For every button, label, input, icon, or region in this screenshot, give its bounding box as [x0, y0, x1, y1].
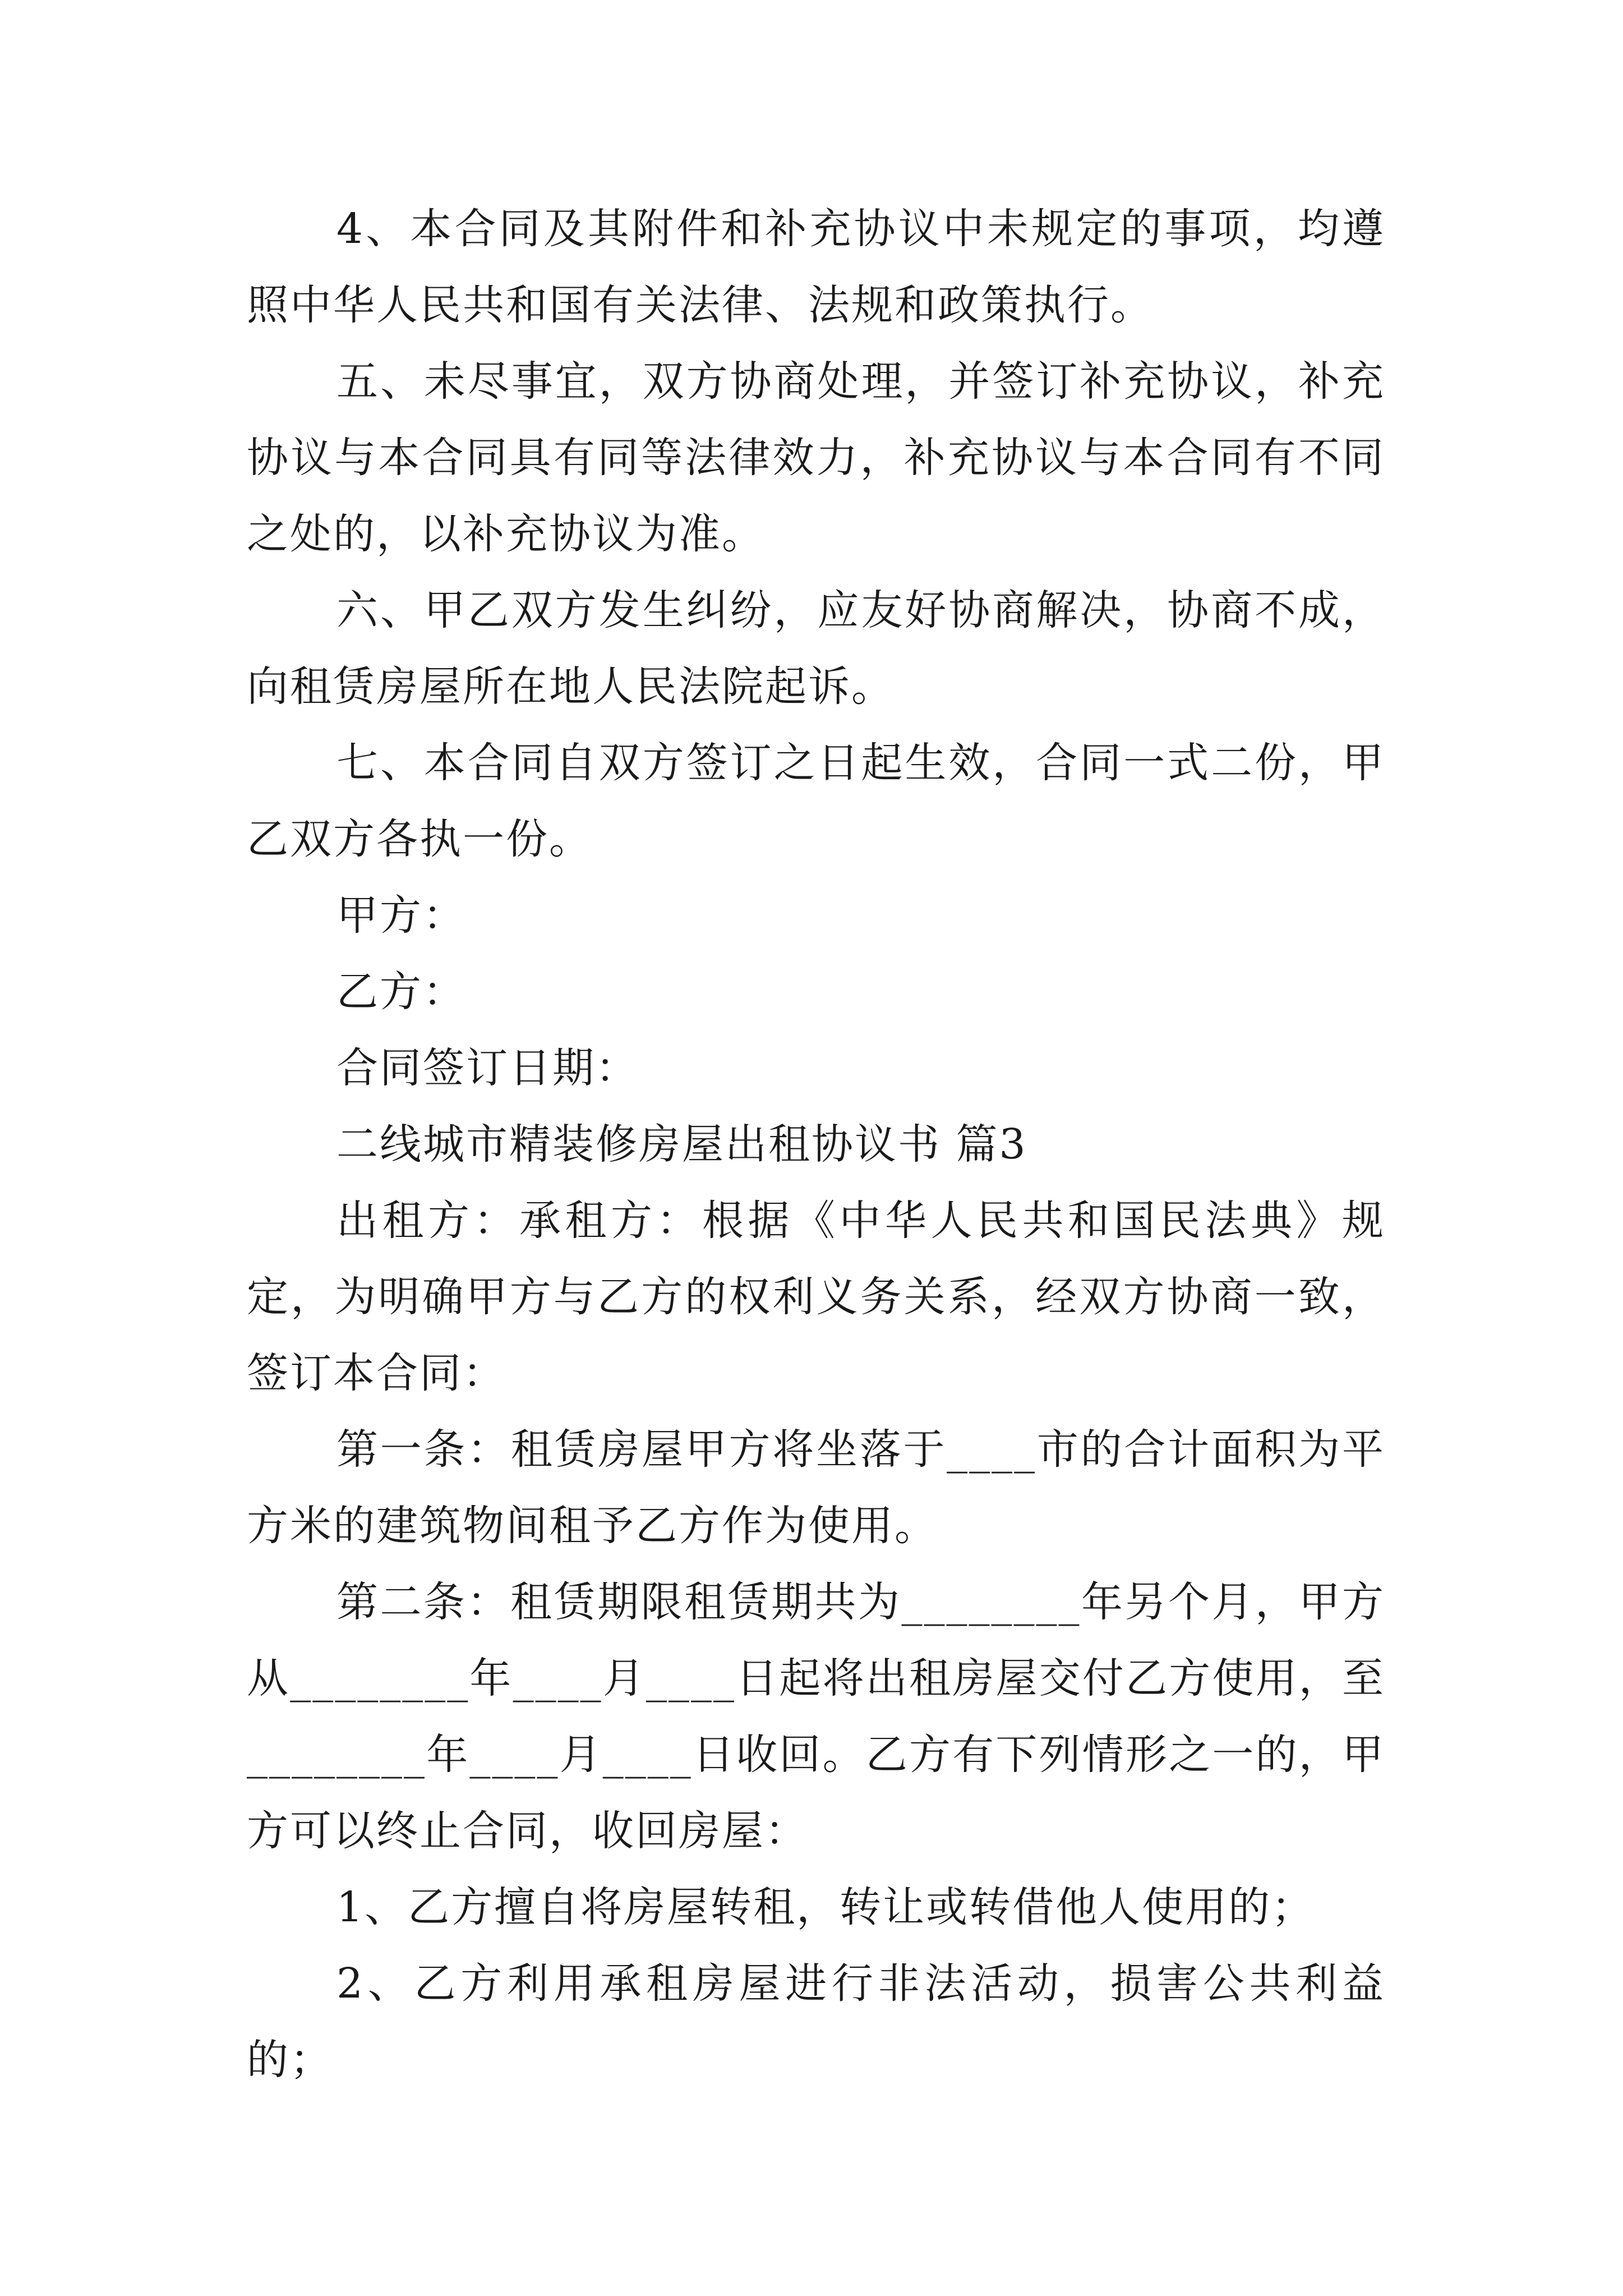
section-title: 二线城市精装修房屋出租协议书 篇3 — [336, 1120, 1027, 1168]
contract-preamble: 出租方：承租方：根据《中华人民共和国民法典》规定，为明确甲方与乙方的权利义务关系，经双方协商一致，签订本合同： — [247, 1197, 1385, 1397]
termination-item-1: 1、乙方擅自将房屋转租，转让或转借他人使用的； — [336, 1883, 1315, 1931]
termination-item-2: 2、乙方利用承租房屋进行非法活动，损害公共利益的； — [247, 1959, 1385, 2084]
party-b-signature-line: 乙方： — [336, 968, 466, 1016]
party-a-signature-line: 甲方： — [336, 891, 466, 940]
clause-4-applicable-law: 4、本合同及其附件和补充协议中未规定的事项，均遵照中华人民共和国有关法律、法规和政策执行。 — [247, 205, 1385, 329]
document-body — [247, 191, 1385, 2098]
clause-7-effective-date: 七、本合同自双方签订之日起生效，合同一式二份，甲乙双方各执一份。 — [247, 739, 1385, 863]
clause-5-supplementary-agreement: 五、未尽事宜，双方协商处理，并签订补充协议，补充协议与本合同具有同等法律效力，补充协议与本合同有不同之处的，以补充协议为准。 — [247, 357, 1385, 558]
clause-6-disputes: 六、甲乙双方发生纠纷，应友好协商解决，协商不成，向租赁房屋所在地人民法院起诉。 — [247, 586, 1385, 711]
signing-date-line: 合同签订日期： — [336, 1044, 639, 1092]
article-2-lease-term: 第二条：租赁期限租赁期共为________年另个月，甲方从________年____月____日起将出租房屋交付乙方使用，至________年____月____日收回。乙方有下列情形之一的，甲方可以终止合同，收回房屋： — [247, 1578, 1385, 1855]
article-1-premises: 第一条：租赁房屋甲方将坐落于____市的合计面积为平方米的建筑物间租予乙方作为使用。 — [247, 1425, 1385, 1550]
